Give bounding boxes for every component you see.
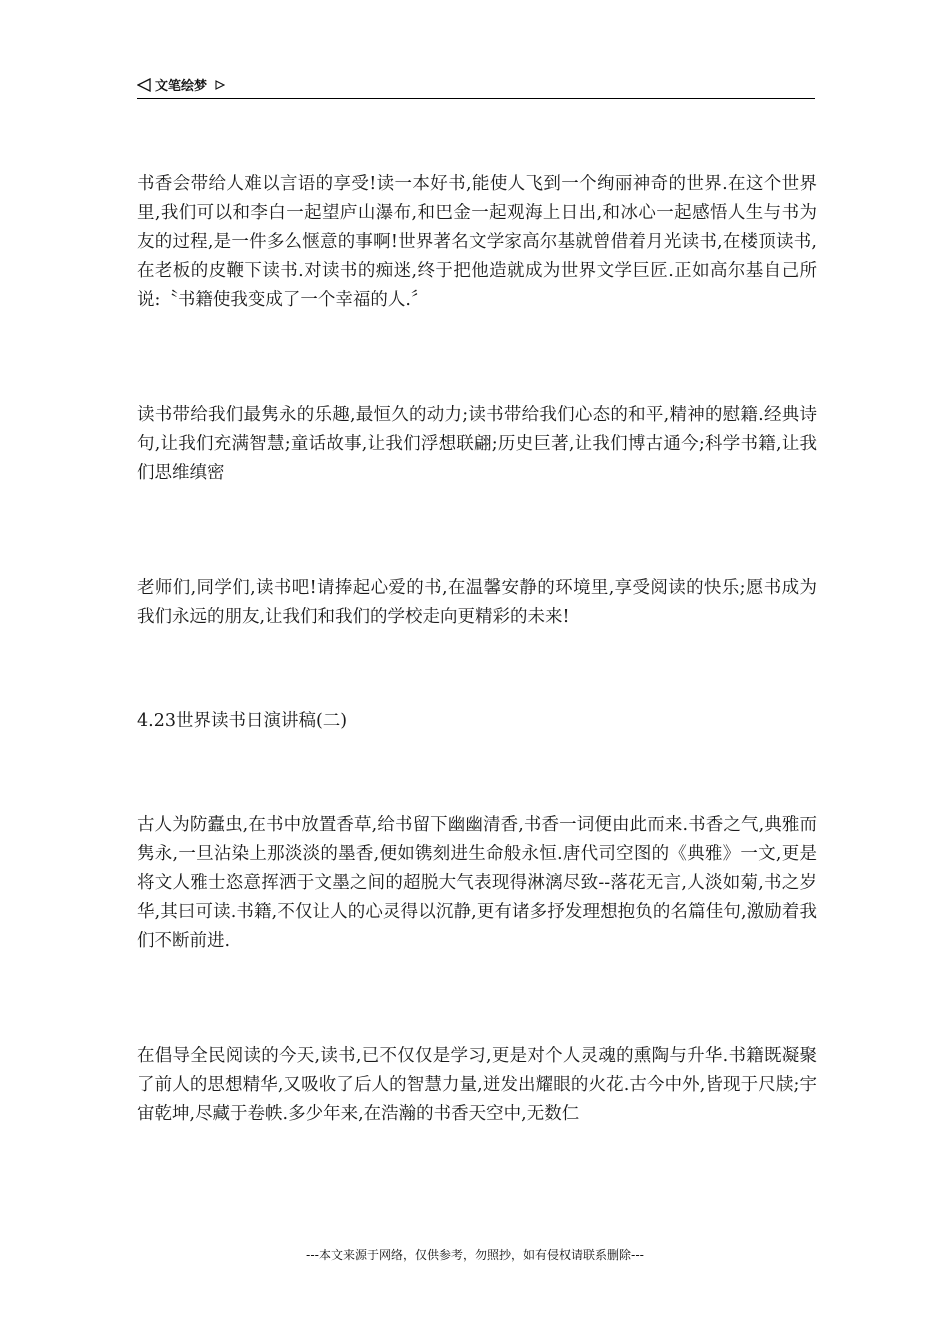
section-title: 4.23世界读书日演讲稿(二) <box>137 711 348 731</box>
document-body <box>137 170 817 1129</box>
header-brand: 文笔绘梦 <box>155 79 208 94</box>
paragraph-4: 古人为防蠹虫,在书中放置香草,给书留下幽幽清香,书香一词便由此而来.书香之气,典雅而隽永,一旦沾染上那淡淡的墨香,便如镌刻进生命般永恒.唐代司空图的《典雅》一文,更是将文人雅士恣意挥洒于文墨之间的超脱大气表现得淋漓尽致--落花无言,人淡如菊,书之岁华,其曰可读.书籍,不仅让人的心灵得以沉静,更有诸多抒发理想抱负的名篇佳句,激励着我们不断前进. <box>137 815 817 951</box>
paragraph-3: 老师们,同学们,读书吧!请捧起心爱的书,在温馨安静的环境里,享受阅读的快乐;愿书成为我们永远的朋友,让我们和我们的学校走向更精彩的未来! <box>137 578 817 627</box>
triangle-left-icon <box>137 78 151 92</box>
paragraph-2: 读书带给我们最隽永的乐趣,最恒久的动力;读书带给我们心态的和平,精神的慰籍.经典诗句,让我们充满智慧;童话故事,让我们浮想联翩;历史巨著,让我们博古通今;科学书籍,让我们思维缜密 <box>137 405 817 483</box>
page-header <box>137 73 815 99</box>
triangle-right-icon <box>215 80 225 90</box>
paragraph-5: 在倡导全民阅读的今天,读书,已不仅仅是学习,更是对个人灵魂的熏陶与升华.书籍既凝聚了前人的思想精华,又吸收了后人的智慧力量,迸发出耀眼的火花.古今中外,皆现于尺牍;宇宙乾坤,尽藏于卷帙.多少年来,在浩瀚的书香天空中,无数仁 <box>137 1046 817 1124</box>
footer-notice: ---本文来源于网络，仅供参考，勿照抄，如有侵权请联系删除--- <box>306 1248 644 1262</box>
paragraph-1: 书香会带给人难以言语的享受!读一本好书,能使人飞到一个绚丽神奇的世界.在这个世界里,我们可以和李白一起望庐山瀑布,和巴金一起观海上日出,和冰心一起感悟人生与书为友的过程,是一件多么惬意的事啊!世界著名文学家高尔基就曾借着月光读书,在楼顶读书,在老板的皮鞭下读书.对读书的痴迷,终于把他造就成为世界文学巨匠.正如高尔基自己所说:〝书籍使我变成了一个幸福的人.〞 <box>137 174 817 310</box>
header-brand-group <box>137 75 225 94</box>
